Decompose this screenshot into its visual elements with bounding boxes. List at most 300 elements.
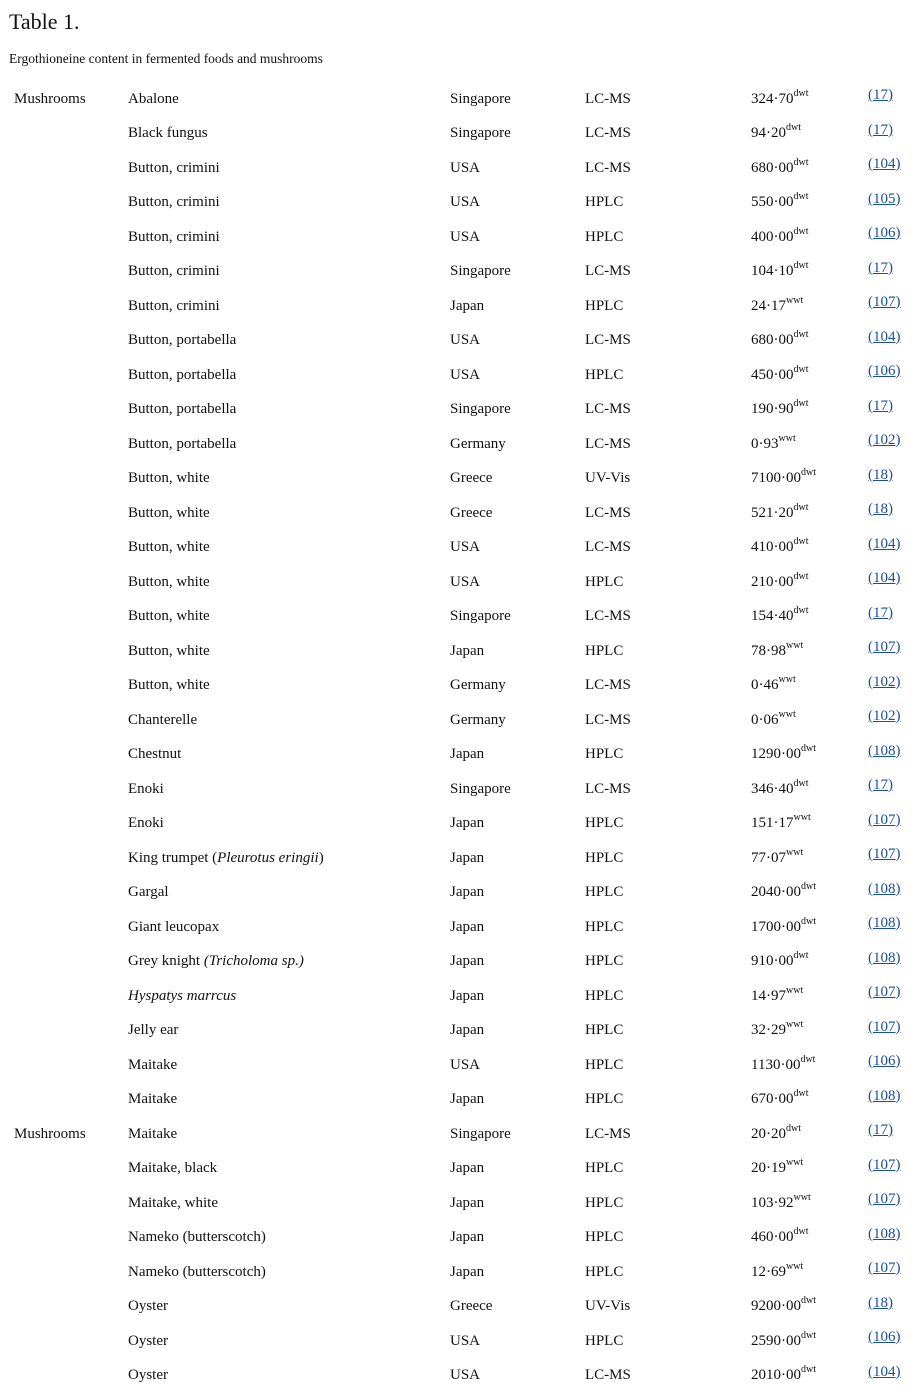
value-cell <box>751 1083 868 1118</box>
country-cell: Japan <box>450 979 585 1014</box>
category-cell <box>0 979 128 1014</box>
unit-superscript: dwt <box>786 122 801 133</box>
food-name: Jelly ear <box>128 1022 178 1038</box>
food-cell <box>128 496 450 531</box>
country-cell: Japan <box>450 738 585 773</box>
food-cell <box>128 255 450 290</box>
content-value: 151·17 <box>751 815 794 831</box>
reference-link[interactable]: (104) <box>868 156 901 172</box>
food-cell <box>128 1083 450 1118</box>
method-cell: HPLC <box>585 1255 751 1290</box>
content-value: 680·00 <box>751 160 794 176</box>
country-cell: Germany <box>450 427 585 462</box>
reference-link[interactable]: (102) <box>868 708 901 724</box>
table-row <box>0 876 922 911</box>
value-cell <box>751 1186 868 1221</box>
reference-link[interactable]: (108) <box>868 950 901 966</box>
value-cell <box>751 772 868 807</box>
food-cell <box>128 772 450 807</box>
content-value: 1700·00 <box>751 919 801 935</box>
country-cell: Greece <box>450 496 585 531</box>
category-cell <box>0 324 128 359</box>
reference-link[interactable]: (18) <box>868 1295 893 1311</box>
table-row <box>0 979 922 1014</box>
category-cell <box>0 634 128 669</box>
method-cell: LC-MS <box>585 703 751 738</box>
unit-superscript: wwt <box>786 985 803 996</box>
reference-link[interactable]: (106) <box>868 363 901 379</box>
food-cell <box>128 186 450 221</box>
category-cell <box>0 738 128 773</box>
content-value: 2040·00 <box>751 884 801 900</box>
reference-link[interactable]: (106) <box>868 1329 901 1345</box>
reference-link[interactable]: (17) <box>868 1122 893 1138</box>
value-cell <box>751 1117 868 1152</box>
food-name: Oyster <box>128 1333 168 1349</box>
content-value: 32·29 <box>751 1022 786 1038</box>
food-cell <box>128 703 450 738</box>
content-value: 20·19 <box>751 1160 786 1176</box>
country-cell: Greece <box>450 1290 585 1325</box>
reference-link[interactable]: (107) <box>868 639 901 655</box>
method-cell: LC-MS <box>585 82 751 117</box>
food-name: Button, crimini <box>128 263 220 279</box>
method-cell: LC-MS <box>585 1117 751 1152</box>
unit-superscript: dwt <box>794 260 809 271</box>
method-cell: HPLC <box>585 186 751 221</box>
unit-superscript: dwt <box>801 1295 816 1306</box>
method-cell: HPLC <box>585 565 751 600</box>
method-cell: LC-MS <box>585 1359 751 1393</box>
content-value: 450·00 <box>751 367 794 383</box>
reference-cell <box>868 289 922 324</box>
reference-cell <box>868 117 922 152</box>
value-cell <box>751 910 868 945</box>
reference-link[interactable]: (107) <box>868 984 901 1000</box>
table-title: Table 1. <box>9 9 80 35</box>
reference-link[interactable]: (106) <box>868 1053 901 1069</box>
category-cell <box>0 772 128 807</box>
unit-superscript: wwt <box>786 1157 803 1168</box>
food-name: Grey knight <box>128 953 204 969</box>
food-name: Enoki <box>128 815 164 831</box>
country-cell: Japan <box>450 1083 585 1118</box>
reference-link[interactable]: (107) <box>868 1157 901 1173</box>
food-cell <box>128 220 450 255</box>
category-cell <box>0 462 128 497</box>
unit-superscript: dwt <box>794 536 809 547</box>
food-name: Maitake, black <box>128 1160 217 1176</box>
reference-link[interactable]: (102) <box>868 674 901 690</box>
food-name: Button, crimini <box>128 194 220 210</box>
food-cell <box>128 1221 450 1256</box>
food-name: Button, white <box>128 470 210 486</box>
reference-cell <box>868 945 922 980</box>
food-cell <box>128 1324 450 1359</box>
reference-cell <box>868 1221 922 1256</box>
method-cell: UV-Vis <box>585 462 751 497</box>
reference-cell <box>868 1324 922 1359</box>
food-cell <box>128 117 450 152</box>
food-name: Button, portabella <box>128 332 236 348</box>
country-cell: Japan <box>450 1186 585 1221</box>
reference-link[interactable]: (107) <box>868 846 901 862</box>
table-row <box>0 531 922 566</box>
table-row <box>0 1221 922 1256</box>
table-row <box>0 600 922 635</box>
unit-superscript: dwt <box>801 743 816 754</box>
reference-link[interactable]: (18) <box>868 501 893 517</box>
value-cell <box>751 634 868 669</box>
value-cell <box>751 876 868 911</box>
reference-link[interactable]: (107) <box>868 294 901 310</box>
reference-link[interactable]: (17) <box>868 398 893 414</box>
reference-cell <box>868 1048 922 1083</box>
table-body <box>0 82 922 1393</box>
method-cell: HPLC <box>585 979 751 1014</box>
unit-superscript: dwt <box>794 1088 809 1099</box>
method-cell: LC-MS <box>585 427 751 462</box>
content-value: 103·92 <box>751 1195 794 1211</box>
content-value: 104·10 <box>751 263 794 279</box>
content-value: 680·00 <box>751 332 794 348</box>
food-name: Nameko (butterscotch) <box>128 1264 266 1280</box>
country-cell: USA <box>450 1359 585 1393</box>
value-cell <box>751 496 868 531</box>
country-cell: Japan <box>450 634 585 669</box>
table-row <box>0 151 922 186</box>
category-cell <box>0 910 128 945</box>
reference-link[interactable]: (17) <box>868 260 893 276</box>
food-name: Button, crimini <box>128 229 220 245</box>
reference-link[interactable]: (104) <box>868 570 901 586</box>
ergothioneine-table <box>0 82 922 1393</box>
method-cell: HPLC <box>585 945 751 980</box>
table-row <box>0 910 922 945</box>
food-cell <box>128 531 450 566</box>
unit-superscript: wwt <box>786 295 803 306</box>
country-cell: USA <box>450 1324 585 1359</box>
content-value: 460·00 <box>751 1229 794 1245</box>
table-row <box>0 324 922 359</box>
table-row <box>0 220 922 255</box>
value-cell <box>751 1255 868 1290</box>
reference-link[interactable]: (17) <box>868 777 893 793</box>
country-cell: Japan <box>450 841 585 876</box>
reference-cell <box>868 358 922 393</box>
food-cell <box>128 600 450 635</box>
table-row <box>0 565 922 600</box>
content-value: 2010·00 <box>751 1367 801 1383</box>
country-cell: Japan <box>450 289 585 324</box>
reference-cell <box>868 1152 922 1187</box>
reference-link[interactable]: (104) <box>868 329 901 345</box>
table-row <box>0 703 922 738</box>
table-row <box>0 945 922 980</box>
category-cell <box>0 600 128 635</box>
value-cell <box>751 393 868 428</box>
table-row <box>0 1290 922 1325</box>
content-value: 670·00 <box>751 1091 794 1107</box>
content-value: 324·70 <box>751 91 794 107</box>
value-cell <box>751 600 868 635</box>
table-row <box>0 393 922 428</box>
reference-link[interactable]: (108) <box>868 915 901 931</box>
food-cell <box>128 945 450 980</box>
reference-cell <box>868 565 922 600</box>
reference-link[interactable]: (107) <box>868 812 901 828</box>
value-cell <box>751 979 868 1014</box>
content-value: 9200·00 <box>751 1298 801 1314</box>
content-value: 0·93 <box>751 436 779 452</box>
value-cell <box>751 324 868 359</box>
category-cell <box>0 358 128 393</box>
method-cell: LC-MS <box>585 600 751 635</box>
food-name: Maitake <box>128 1126 177 1142</box>
unit-superscript: wwt <box>786 1019 803 1030</box>
reference-link[interactable]: (104) <box>868 536 901 552</box>
reference-link[interactable]: (106) <box>868 225 901 241</box>
food-cell <box>128 82 450 117</box>
unit-superscript: dwt <box>801 1364 816 1375</box>
food-name: Nameko (butterscotch) <box>128 1229 266 1245</box>
method-cell: LC-MS <box>585 772 751 807</box>
method-cell: LC-MS <box>585 496 751 531</box>
food-name: Button, white <box>128 539 210 555</box>
table-row <box>0 496 922 531</box>
food-cell <box>128 634 450 669</box>
food-cell <box>128 1117 450 1152</box>
content-value: 12·69 <box>751 1264 786 1280</box>
method-cell: HPLC <box>585 807 751 842</box>
country-cell: Germany <box>450 703 585 738</box>
unit-superscript: wwt <box>779 674 796 685</box>
country-cell: USA <box>450 324 585 359</box>
reference-link[interactable]: (107) <box>868 1260 901 1276</box>
reference-link[interactable]: (108) <box>868 1226 901 1242</box>
table-row <box>0 772 922 807</box>
category-cell <box>0 703 128 738</box>
country-cell: Japan <box>450 1014 585 1049</box>
content-value: 20·20 <box>751 1126 786 1142</box>
method-cell: LC-MS <box>585 117 751 152</box>
unit-superscript: dwt <box>794 191 809 202</box>
species-name: Pleurotus eringii <box>217 850 319 866</box>
country-cell: USA <box>450 531 585 566</box>
food-name: Enoki <box>128 781 164 797</box>
reference-cell <box>868 220 922 255</box>
method-cell: LC-MS <box>585 669 751 704</box>
method-cell: HPLC <box>585 1221 751 1256</box>
method-cell: HPLC <box>585 634 751 669</box>
reference-cell <box>868 910 922 945</box>
food-name: Chanterelle <box>128 712 197 728</box>
food-name: Abalone <box>128 91 179 107</box>
value-cell <box>751 427 868 462</box>
table-caption: Ergothioneine content in fermented foods and mushrooms <box>9 51 323 67</box>
food-name: Button, portabella <box>128 367 236 383</box>
reference-cell <box>868 496 922 531</box>
method-cell: HPLC <box>585 1152 751 1187</box>
food-name: King trumpet ( <box>128 850 217 866</box>
unit-superscript: wwt <box>786 640 803 651</box>
value-cell <box>751 1221 868 1256</box>
food-name: Oyster <box>128 1298 168 1314</box>
table-row <box>0 462 922 497</box>
content-value: 154·40 <box>751 608 794 624</box>
food-cell <box>128 979 450 1014</box>
method-cell: HPLC <box>585 1186 751 1221</box>
reference-link[interactable]: (102) <box>868 432 901 448</box>
category-cell <box>0 1014 128 1049</box>
country-cell: Germany <box>450 669 585 704</box>
value-cell <box>751 738 868 773</box>
unit-superscript: dwt <box>786 1123 801 1134</box>
category-cell <box>0 841 128 876</box>
method-cell: LC-MS <box>585 255 751 290</box>
value-cell <box>751 1048 868 1083</box>
value-cell <box>751 289 868 324</box>
content-value: 346·40 <box>751 781 794 797</box>
reference-link[interactable]: (17) <box>868 605 893 621</box>
food-name: Gargal <box>128 884 169 900</box>
content-value: 0·46 <box>751 677 779 693</box>
reference-cell <box>868 462 922 497</box>
table-row <box>0 255 922 290</box>
reference-cell <box>868 186 922 221</box>
unit-superscript: dwt <box>794 329 809 340</box>
unit-superscript: dwt <box>801 916 816 927</box>
method-cell: UV-Vis <box>585 1290 751 1325</box>
reference-cell <box>868 151 922 186</box>
food-name: Button, portabella <box>128 436 236 452</box>
reference-link[interactable]: (108) <box>868 881 901 897</box>
content-value: 24·17 <box>751 298 786 314</box>
table-row <box>0 634 922 669</box>
country-cell: Greece <box>450 462 585 497</box>
reference-link[interactable]: (107) <box>868 1191 901 1207</box>
reference-link[interactable]: (108) <box>868 743 901 759</box>
table-row <box>0 1152 922 1187</box>
country-cell: USA <box>450 151 585 186</box>
country-cell: Singapore <box>450 82 585 117</box>
value-cell <box>751 117 868 152</box>
category-cell <box>0 220 128 255</box>
table-row <box>0 117 922 152</box>
food-name: Black fungus <box>128 125 208 141</box>
country-cell: Japan <box>450 910 585 945</box>
category-cell <box>0 1048 128 1083</box>
reference-link[interactable]: (17) <box>868 122 893 138</box>
reference-link[interactable]: (107) <box>868 1019 901 1035</box>
species-name: Hyspatys marrcus <box>128 988 236 1004</box>
method-cell: HPLC <box>585 876 751 911</box>
unit-superscript: dwt <box>794 364 809 375</box>
country-cell: Japan <box>450 1152 585 1187</box>
food-cell <box>128 841 450 876</box>
method-cell: HPLC <box>585 1048 751 1083</box>
food-cell <box>128 807 450 842</box>
reference-cell <box>868 600 922 635</box>
category-cell <box>0 669 128 704</box>
unit-superscript: wwt <box>794 812 811 823</box>
unit-superscript: dwt <box>801 467 816 478</box>
table-row <box>0 82 922 117</box>
category-cell <box>0 289 128 324</box>
table-row <box>0 807 922 842</box>
table-row <box>0 1117 922 1152</box>
reference-cell <box>868 531 922 566</box>
content-value: 910·00 <box>751 953 794 969</box>
food-name: Maitake, white <box>128 1195 218 1211</box>
category-cell <box>0 1359 128 1393</box>
table-row <box>0 841 922 876</box>
category-cell <box>0 1083 128 1118</box>
reference-link[interactable]: (17) <box>868 87 893 103</box>
content-value: 521·20 <box>751 505 794 521</box>
table-row <box>0 289 922 324</box>
value-cell <box>751 358 868 393</box>
value-cell <box>751 703 868 738</box>
country-cell: Singapore <box>450 600 585 635</box>
method-cell: HPLC <box>585 910 751 945</box>
unit-superscript: dwt <box>801 1330 816 1341</box>
food-name: Button, white <box>128 643 210 659</box>
reference-link[interactable]: (18) <box>868 467 893 483</box>
reference-cell <box>868 1117 922 1152</box>
species-name: (Tricholoma sp.) <box>204 953 304 969</box>
category-cell <box>0 807 128 842</box>
country-cell: USA <box>450 358 585 393</box>
table-row <box>0 1014 922 1049</box>
category-cell <box>0 427 128 462</box>
content-value: 78·98 <box>751 643 786 659</box>
table-row <box>0 1048 922 1083</box>
reference-cell <box>868 393 922 428</box>
category-cell: Mushrooms <box>0 82 128 117</box>
category-cell <box>0 876 128 911</box>
food-cell <box>128 669 450 704</box>
value-cell <box>751 186 868 221</box>
food-cell <box>128 151 450 186</box>
value-cell <box>751 841 868 876</box>
content-value: 410·00 <box>751 539 794 555</box>
category-cell <box>0 531 128 566</box>
food-cell <box>128 1152 450 1187</box>
unit-superscript: dwt <box>794 226 809 237</box>
country-cell: Singapore <box>450 255 585 290</box>
reference-link[interactable]: (104) <box>868 1364 901 1380</box>
value-cell <box>751 220 868 255</box>
food-cell <box>128 324 450 359</box>
value-cell <box>751 565 868 600</box>
country-cell: Singapore <box>450 393 585 428</box>
category-cell: Mushrooms <box>0 1117 128 1152</box>
reference-link[interactable]: (105) <box>868 191 901 207</box>
food-name: Button, white <box>128 608 210 624</box>
food-name: Button, white <box>128 505 210 521</box>
food-name: Button, portabella <box>128 401 236 417</box>
method-cell: HPLC <box>585 1324 751 1359</box>
reference-link[interactable]: (108) <box>868 1088 901 1104</box>
table-row <box>0 358 922 393</box>
food-cell <box>128 1255 450 1290</box>
country-cell: Japan <box>450 876 585 911</box>
country-cell: Japan <box>450 1221 585 1256</box>
reference-cell <box>868 1290 922 1325</box>
food-name: Giant leucopax <box>128 919 219 935</box>
reference-cell <box>868 427 922 462</box>
